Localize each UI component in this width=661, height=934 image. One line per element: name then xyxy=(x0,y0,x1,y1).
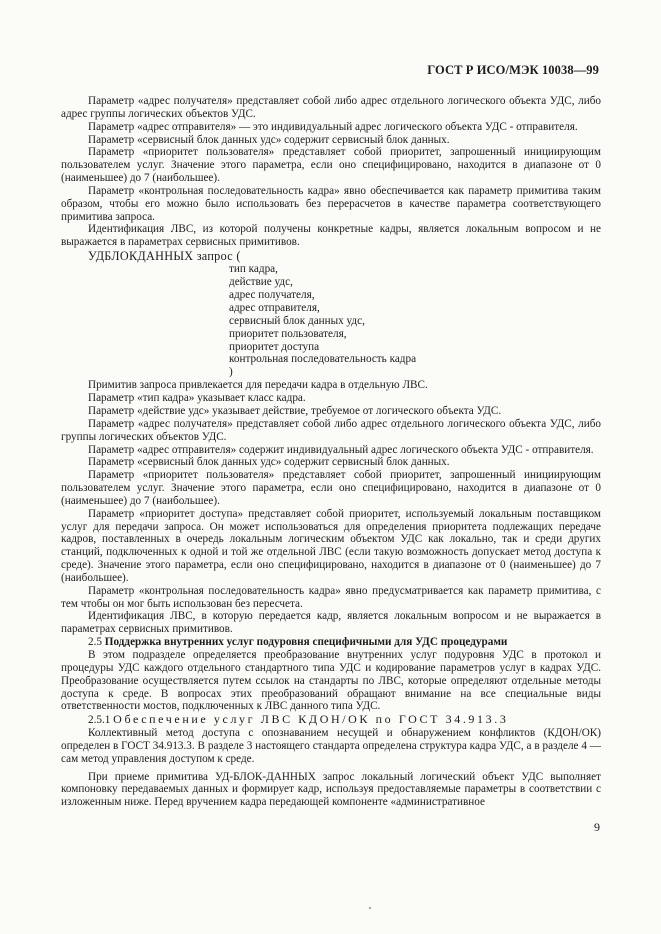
paragraph: При приеме примитива УД-БЛОК-ДАННЫХ запрос локальный логический объект УДС выполняет компоновку передаваемых данных и формирует кадр, используя предоставляемые параметры в соответствии с изложенным ниже. Перед вручением кадра передающей компоненте «административное xyxy=(61,770,601,809)
standard-header: ГОСТ Р ИСО/МЭК 10038—99 xyxy=(427,63,599,77)
page-number: 9 xyxy=(594,820,600,834)
paragraph: Параметр «тип кадра» указывает класс кадра. xyxy=(88,392,306,405)
primitive-argument-list xyxy=(61,263,601,379)
primitive-argument: адрес получателя, xyxy=(229,288,315,301)
paragraph: Идентификация ЛВС, в которую передается кадр, является локальным вопросом и не выражается в параметрах сервисных примитивов. xyxy=(61,610,601,636)
primitive-argument: сервисный блок данных удс, xyxy=(229,314,365,327)
primitive-argument: действие удс, xyxy=(229,276,293,289)
paragraph: Параметр «контрольная последовательность кадра» явно предусматривается как параметр примитива, с тем чтобы он мог быть использован без пересчета. xyxy=(61,584,601,610)
paragraph: Параметр «контрольная последовательность кадра» явно обеспечивается как параметр примитива таким образом, чтобы его можно было использовать без перерасчетов в качестве параметра соответствующего примитива запроса. xyxy=(61,184,601,223)
primitive-argument: контрольная последовательность кадра xyxy=(229,353,417,366)
subsection-heading xyxy=(61,713,601,727)
subsection-title: Обеспечение услуг ЛВС КДОН/ОК по ГОСТ 34.913.3 xyxy=(113,712,509,727)
section-heading xyxy=(61,636,601,649)
primitive-argument: приоритет доступа xyxy=(229,340,320,353)
paragraph: Параметр «адрес получателя» представляет собой либо адрес отдельного логического объекта УДС, либо адрес группы логических объектов УДС. xyxy=(61,95,601,120)
paragraph: Параметр «действие удс» указывает действие, требуемое от логического объекта УДС. xyxy=(88,404,502,417)
section-title: Поддержка внутренних услуг подуровня специфичными для УДС процедурами xyxy=(104,636,508,649)
section-number: 2.5 xyxy=(88,636,102,649)
paragraph: Примитив запроса привлекается для передачи кадра в отдельную ЛВС. xyxy=(88,379,428,392)
primitive-argument: адрес отправителя, xyxy=(229,301,320,314)
paragraph: Параметр «приоритет пользователя» представляет собой приоритет, запрошенный инициирующим пользователем услуг. Значение этого параметра, если оно специфицировано, находится в диапазоне от 0 (наименьшее) до 7 (наибольшее). xyxy=(61,469,601,507)
scan-speck xyxy=(369,907,371,909)
primitive-close-paren: ) xyxy=(229,366,233,379)
paragraph: Коллективный метод доступа с опознаванием несущей и обнаружением конфликтов (КДОН/ОК) определен в ГОСТ 34.913.3. В разделе 3 настоящего стандарта определена структура кадра УДС, а в разделе 4 — сам метод управления доступом к среде. xyxy=(61,727,601,765)
primitive-name: УДБЛОКДАННЫХ запрос ( xyxy=(88,249,241,264)
primitive-argument: тип кадра, xyxy=(229,263,278,276)
paragraph: Параметр «адрес получателя» представляет собой либо адрес отдельного логического объекта УДС, либо группы логических объектов УДС. xyxy=(61,417,601,443)
paragraph: В этом подразделе определяется преобразование внутренних услуг подуровня УДС в протокол и процедуры УДС каждого отдельного стандартного типа УДС и кодирование параметров услуг в кадрах УДС. Преобразование осуществляется путем ссылок на стандарты по ЛВС, которые определяют отдельные методы доступа к среде. В вопросах этих преобразований обращают внимание на все специальные виды ответственности мостов, подключенных к ЛВС данного типа УДС. xyxy=(61,649,601,713)
paragraph: Идентификация ЛВС, из которой получены конкретные кадры, является локальным вопросом и не выражается в параметрах сервисных примитивов. xyxy=(61,223,601,249)
paragraph: Параметр «адрес отправителя» — это индивидуальный адрес логического объекта УДС - отправителя. xyxy=(88,120,578,133)
paragraph: Параметр «сервисный блок данных удс» содержит сервисный блок данных. xyxy=(88,456,450,469)
primitive-argument: приоритет пользователя, xyxy=(229,327,347,340)
paragraph: Параметр «адрес отправителя» содержит индивидуальный адрес логического объекта УДС - отправителя. xyxy=(88,443,594,456)
paragraph: Параметр «сервисный блок данных удс» содержит сервисный блок данных. xyxy=(88,133,450,146)
document-body xyxy=(61,95,601,809)
paragraph: Параметр «приоритет доступа» представляет собой приоритет, используемый локальным поставщиком услуг для передачи запроса. Он может использоваться для определения приоритета подлежащих передаче кадров, поставленных в очередь локальным логическим объектом УДС как локально, так и среди других станций, подключенных к одной и той же отдельной ЛВС (если такую возможность допускает метод доступа к среде). Значение этого параметра, если оно специфицировано, находится в диапазоне от 0 (наименьшее) до 7 (наибольшее). xyxy=(61,507,601,584)
subsection-number: 2.5.1 xyxy=(88,714,111,727)
paragraph: Параметр «приоритет пользователя» представляет собой приоритет, запрошенный инициирующим пользователем услуг. Значение этого параметра, если оно специфицировано, находится в диапазоне от 0 (наименьшее) до 7 (наибольшее). xyxy=(61,146,601,185)
